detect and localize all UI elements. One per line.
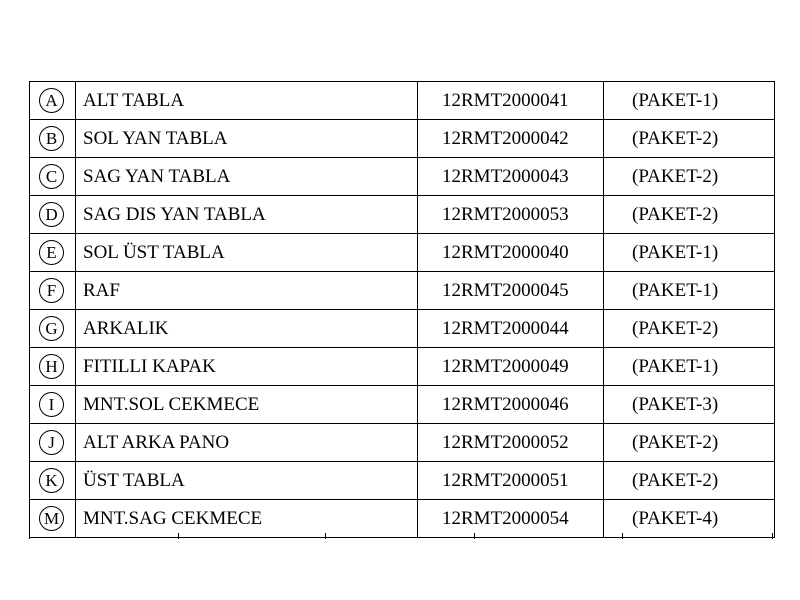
table-row xyxy=(30,462,774,500)
part-package: (PAKET-2) xyxy=(632,128,719,149)
part-code: 12RMT2000052 xyxy=(442,432,569,453)
part-name: ARKALIK xyxy=(83,318,169,339)
table-row xyxy=(30,348,774,386)
table-row xyxy=(30,158,774,196)
part-package: (PAKET-1) xyxy=(632,356,719,377)
divider xyxy=(772,533,773,539)
table-row xyxy=(30,424,774,462)
part-package: (PAKET-2) xyxy=(632,318,719,339)
parts-table xyxy=(29,81,775,538)
part-code: 12RMT2000040 xyxy=(442,242,569,263)
part-name: ALT ARKA PANO xyxy=(83,432,230,453)
part-letter-badge: K xyxy=(39,468,64,493)
part-code: 12RMT2000042 xyxy=(442,128,569,149)
part-code: 12RMT2000044 xyxy=(442,318,569,339)
table-row xyxy=(30,196,774,234)
divider xyxy=(325,533,326,539)
part-code: 12RMT2000043 xyxy=(442,166,569,187)
part-letter-badge: A xyxy=(39,88,64,113)
part-package: (PAKET-1) xyxy=(632,90,719,111)
table-row xyxy=(30,82,774,120)
part-name: ÜST TABLA xyxy=(83,470,185,491)
part-name: ALT TABLA xyxy=(83,90,185,111)
part-package: (PAKET-4) xyxy=(632,508,719,529)
part-code: 12RMT2000049 xyxy=(442,356,569,377)
part-name: SOL YAN TABLA xyxy=(83,128,228,149)
part-name: MNT.SAG CEKMECE xyxy=(83,508,263,529)
table-row xyxy=(30,272,774,310)
part-package: (PAKET-2) xyxy=(632,432,719,453)
part-name: SAG DIS YAN TABLA xyxy=(83,204,266,225)
divider xyxy=(178,533,179,539)
part-package: (PAKET-3) xyxy=(632,394,719,415)
part-letter-badge: E xyxy=(39,240,64,265)
part-letter-badge: H xyxy=(39,354,64,379)
table-bottom-ticks xyxy=(29,533,773,539)
part-letter-badge: I xyxy=(39,392,64,417)
part-name: SOL ÜST TABLA xyxy=(83,242,225,263)
part-code: 12RMT2000054 xyxy=(442,508,569,529)
part-letter-badge: J xyxy=(39,430,64,455)
part-package: (PAKET-1) xyxy=(632,242,719,263)
part-package: (PAKET-1) xyxy=(632,280,719,301)
divider xyxy=(29,533,30,539)
part-package: (PAKET-2) xyxy=(632,470,719,491)
part-letter-badge: F xyxy=(39,278,64,303)
part-name: MNT.SOL CEKMECE xyxy=(83,394,260,415)
table-row xyxy=(30,234,774,272)
divider xyxy=(622,533,623,539)
part-letter-badge: M xyxy=(39,506,64,531)
part-package: (PAKET-2) xyxy=(632,204,719,225)
part-letter-badge: G xyxy=(39,316,64,341)
table-row xyxy=(30,310,774,348)
part-code: 12RMT2000053 xyxy=(442,204,569,225)
part-name: FITILLI KAPAK xyxy=(83,356,216,377)
part-package: (PAKET-2) xyxy=(632,166,719,187)
part-code: 12RMT2000051 xyxy=(442,470,569,491)
part-code: 12RMT2000041 xyxy=(442,90,569,111)
part-letter-badge: C xyxy=(39,164,64,189)
part-letter-badge: D xyxy=(39,202,64,227)
part-name: RAF xyxy=(83,280,120,301)
part-letter-badge: B xyxy=(39,126,64,151)
divider xyxy=(474,533,475,539)
table-row xyxy=(30,386,774,424)
table-row xyxy=(30,120,774,158)
part-name: SAG YAN TABLA xyxy=(83,166,231,187)
part-code: 12RMT2000046 xyxy=(442,394,569,415)
part-code: 12RMT2000045 xyxy=(442,280,569,301)
